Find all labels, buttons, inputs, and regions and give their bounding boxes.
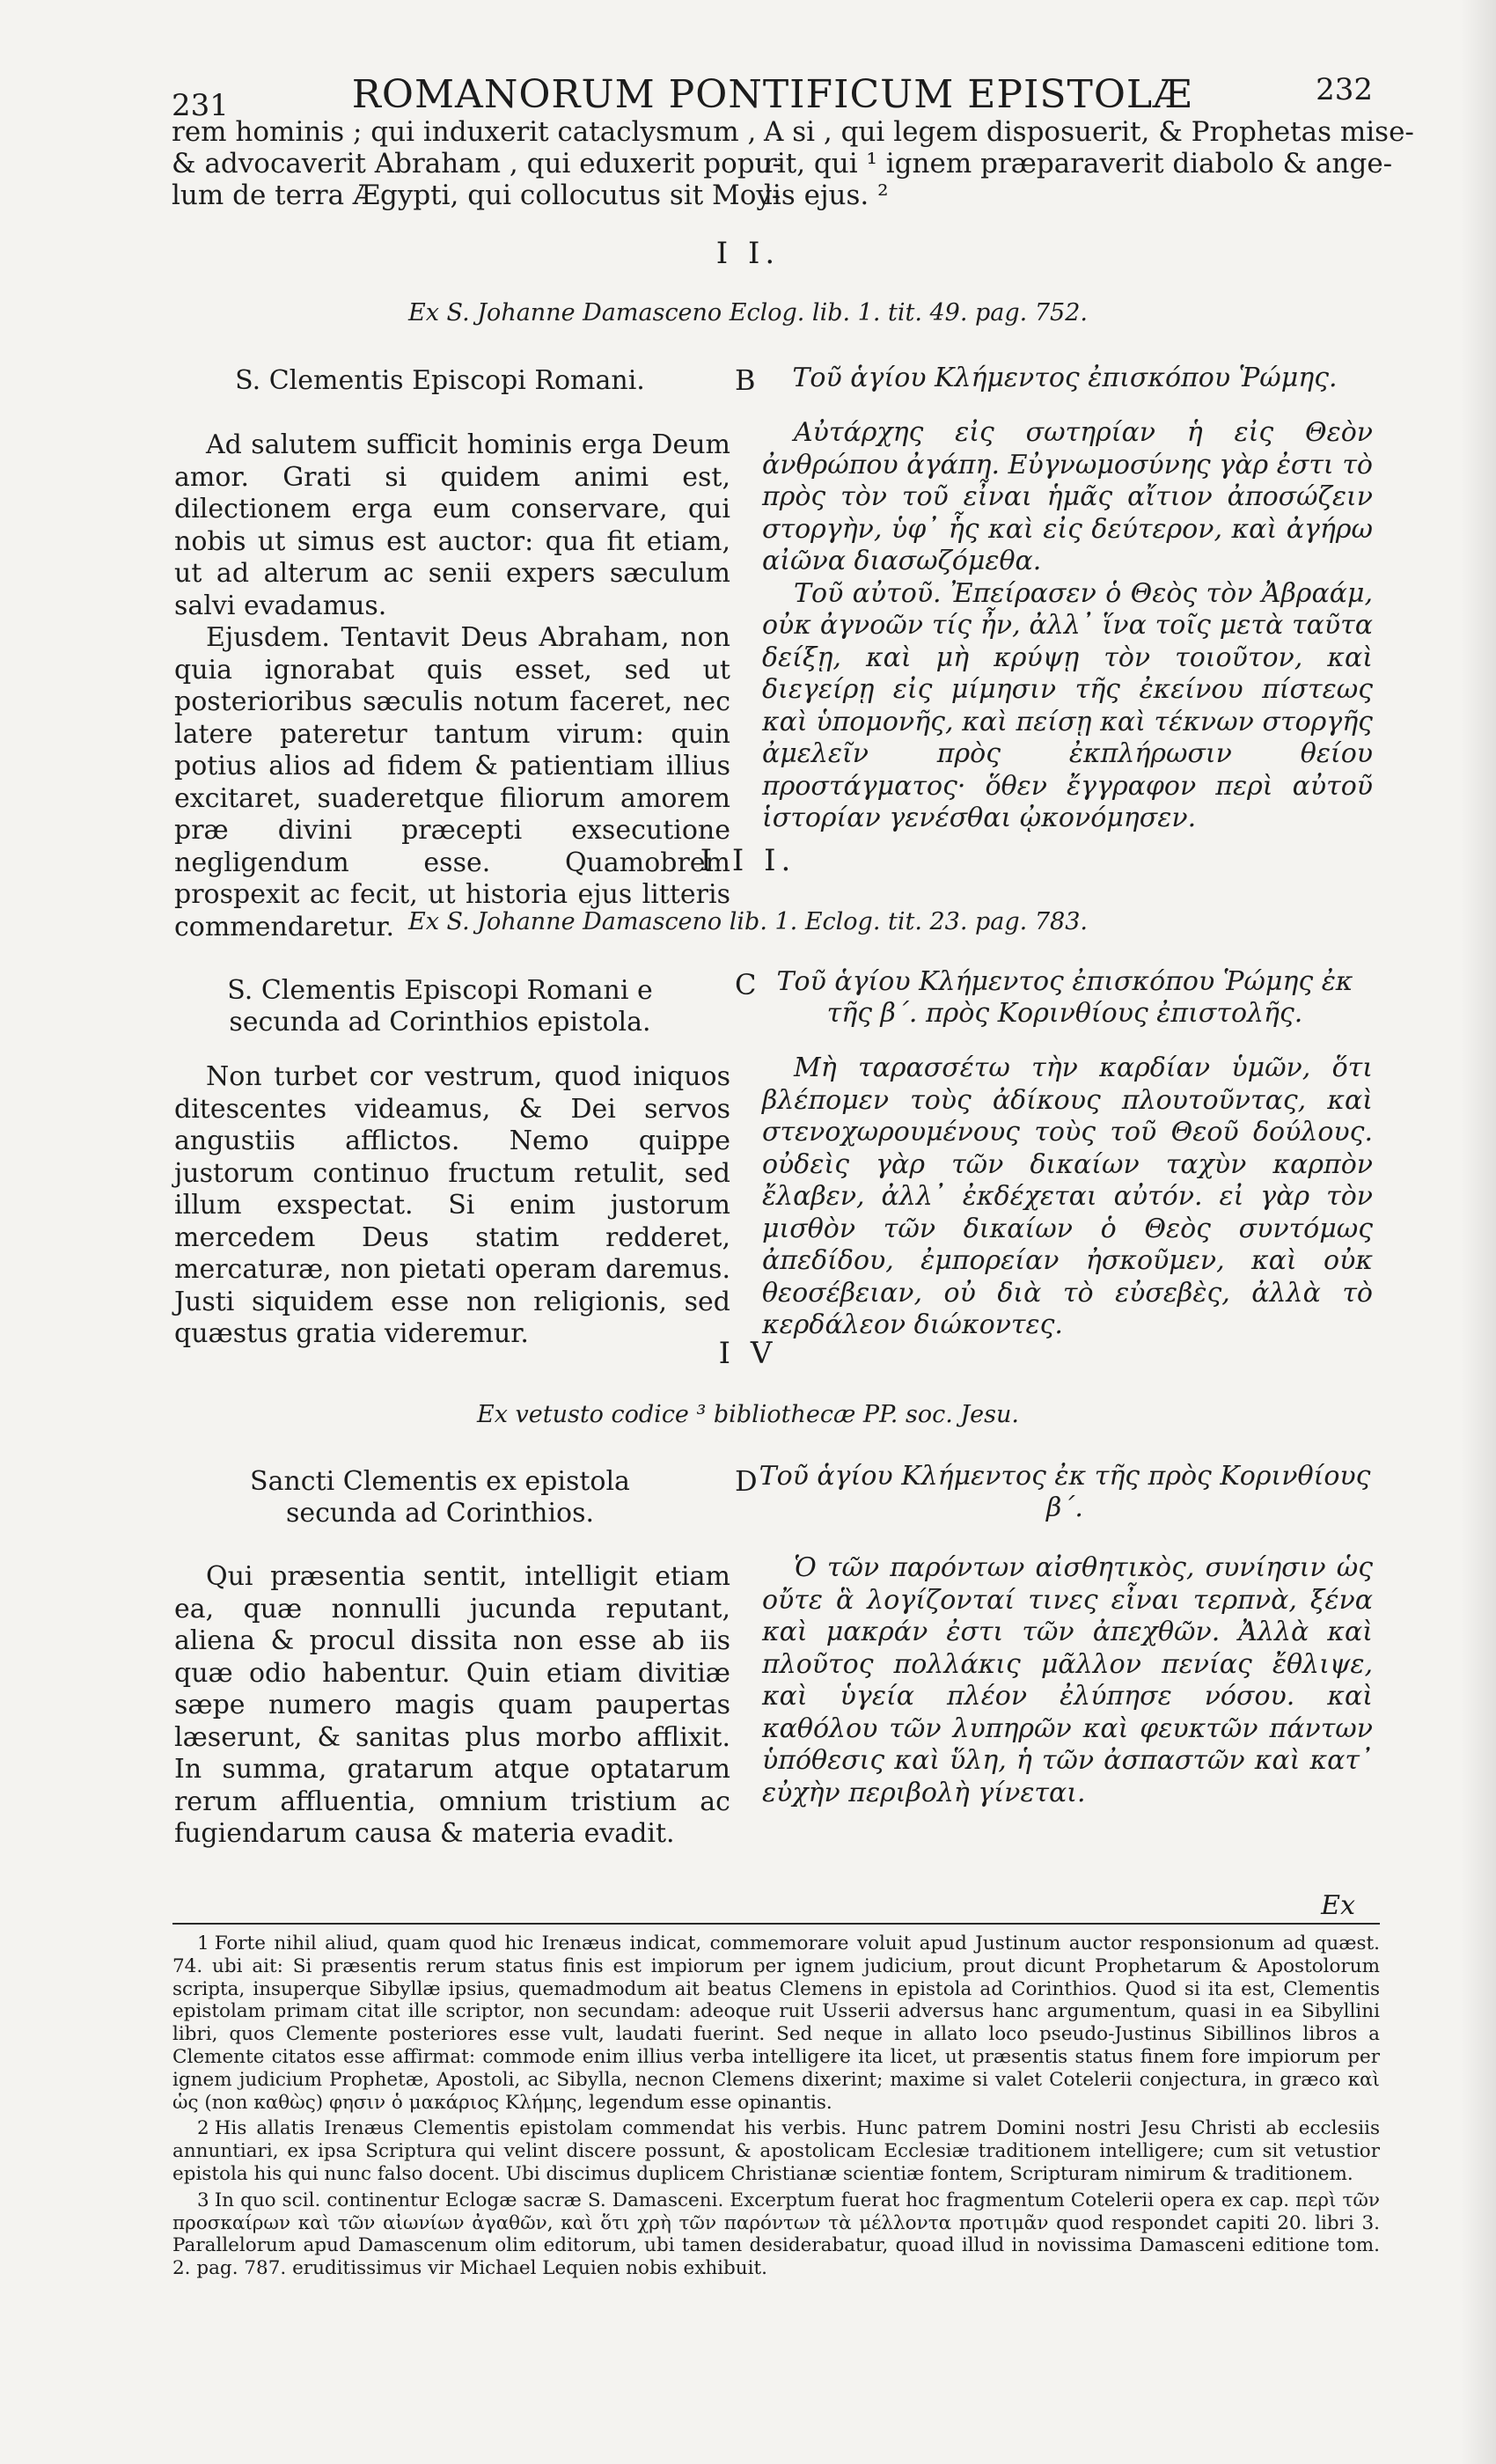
greek-paragraph: Αὐτάρχης εἰς σωτηρίαν ἡ εἰς Θεὸν ἀνθρώπου ἀγάπη. Εὐγνωμοσύνης γὰρ ἐστι τὸ πρὸς τὸν τοῦ εἶναι ἡμᾶς αἴτιον ἀποσώζειν στοργὴν, ὑφ᾽ ἧς καὶ εἰς δεύτερον, καὶ ἀγήρω αἰῶνα διασωζόμεθα. [762, 417, 1373, 576]
margin-marker-c: C [735, 968, 757, 1001]
latin-paragraph: Ejusdem. Tentavit Deus Abraham, non quia ignorabat quis esset, sed ut posterioribus sæculis notum faceret, nec latere pateretur tantum virum: quin potius alios ad fidem & patientiam illius excitaret, suaderetque filiorum amorem præ divini præcepti exsecutione negligendum esse. Quamobrem prospexit ac fecit, ut historia ejus litteris commendaretur. [174, 622, 730, 942]
continuation-line: & advocaverit Abraham , qui eduxerit popu- [172, 148, 782, 180]
latin-heading-4: Sancti Clementis ex epistola secunda ad Corinthios. [250, 1466, 630, 1529]
page-number-right: 232 [1316, 72, 1373, 107]
greek-heading-4: Τοῦ ἁγίου Κλήμεντος ἐκ τῆς πρὸς Κορινθίους β´. [759, 1461, 1371, 1523]
latin-text-3 [174, 1061, 730, 1351]
footnote-text: Forte nihil aliud, quam quod hic Irenæus indicat, commemorare voluit apud Justinum auctor responsionum ad quæst. 74. ubi ait: Si præsentis rerum status finis est impiorum per ignem judicium, prout dicunt Prophetarum & Apostolorum scripta, insuperque Sibyllæ ipsius, quemadmodum ait beatus Clemens in epistola ad Corinthios. Quod si ita est, Clementis epistolam primam citat ille scriptor, non secundam: adeoque ruit Usserii adversus hanc argumentum, quasi in ea Sibyllini libri, quos Clemente posteriores esse vult, laudati fuerint. Sed neque in allato loco pseudo-Justinus Sibillinos libros a Clemente citatos esse affirmat: commode enim illius verba intelligere ita licet, ut præsentis status finem fore impiorum per ignem judicium Prophetæ, Apostoli, ac Sibylla, necnon Clemens dixerint; maxime si valet Cotelerii conjectura, in græco καὶ ὡς (non καθὼς) φησιν ὁ μακάριος Κλήμης, legendum esse opinantis. [172, 1932, 1380, 2114]
greek-text-2 [762, 417, 1373, 835]
section-source-2: Ex S. Johanne Damasceno Eclog. lib. 1. tit. 49. pag. 752. [408, 299, 1088, 326]
greek-text-4 [762, 1552, 1373, 1809]
continuation-line: rem hominis ; qui induxerit cataclysmum , [172, 116, 757, 148]
latin-paragraph: Qui præsentia sentit, intelligit etiam ea, quæ nonnulli jucunda reputant, aliena & procul dissita non esse ab iis quæ odio habentur. Quin etiam divitiæ sæpe numero magis quam paupertas læserunt, & sanitas plus morbo afflixit. In summa, gratarum atque optatarum rerum affluentia, omnium tristium ac fugiendarum causa & materia evadit. [174, 1561, 730, 1849]
latin-heading-3: S. Clementis Episcopi Romani e secunda ad Corinthios epistola. [227, 975, 653, 1038]
greek-paragraph: Μὴ ταρασσέτω τὴν καρδίαν ὑμῶν, ὅτι βλέπομεν τοὺς ἀδίκους πλουτοῦντας, καὶ στενοχωρουμένους τοὺς τοῦ Θεοῦ δούλους. οὐδεὶς γὰρ τῶν δικαίων ταχὺν καρπὸν ἔλαβεν, ἀλλ᾽ ἐκδέχεται αὐτόν. εἰ γὰρ τὸν μισθὸν τῶν δικαίων ὁ Θεὸς συντόμως ἀπεδίδου, ἐμπορείαν ἠσκοῦμεν, καὶ οὐκ θεοσέβειαν, οὐ διὰ τὸ εὐσεβὲς, ἀλλὰ τὸ κερδάλεον διώκοντες. [762, 1052, 1373, 1340]
footnote-3 [172, 2189, 1380, 2280]
catchword: Ex [1321, 1890, 1355, 1921]
running-title: ROMANORUM PONTIFICUM EPISTOLÆ [351, 72, 1193, 117]
footnote-text: In quo scil. continentur Eclogæ sacræ S. Damasceni. Excerptum fuerat hoc fragmentum Cotelerii opera ex cap. περὶ τῶν προσκαίρων καὶ τῶν αἰωνίων ἀγαθῶν, καὶ ὅτι χρὴ τῶν παρόντων τὰ μέλλοντα προτιμᾶν quod respondet capiti 20. libri 3. Parallelorum apud Damascenum olim editorum, ubi tamen desiderabatur, quoad illud in novissima Damasceni editione tom. 2. pag. 787. eruditissimus vir Michael Lequien nobis exhibuit. [172, 2189, 1380, 2280]
section-number-3: I I I. [700, 843, 796, 878]
continuation-line: lis ejus. ² [764, 180, 889, 211]
footnote-text: His allatis Irenæus Clementis epistolam commendat his verbis. Hunc patrem Domini nostri Jesu Christi ab ecclesiis annuntiari, ex ipsa Scriptura qui velint discere possunt, & apostolicam Ecclesiæ traditionem intelligere; cum sit vetustior epistola his qui nunc falso docent. Ubi discimus duplicem Christianæ scientiæ fontem, Scripturam nimirum & traditionem. [172, 2117, 1380, 2185]
margin-marker-b: B [735, 363, 756, 397]
continuation-line: rit, qui ¹ ignem præparaverit diabolo & ange- [764, 148, 1393, 180]
footnote-number: 2 [197, 2117, 209, 2140]
footnote-1 [172, 1932, 1380, 2114]
latin-text-4 [174, 1561, 730, 1851]
footnote-2 [172, 2117, 1380, 2185]
greek-heading-3: Τοῦ ἁγίου Κλήμεντος ἐπισκόπου Ῥώμης ἐκ τῆς β´. πρὸς Κορινθίους ἐπιστολῆς. [776, 966, 1353, 1029]
margin-marker-d: D [735, 1464, 758, 1498]
continuation-right [764, 116, 1414, 211]
continuation-left [172, 116, 782, 211]
page-number-left: 231 [172, 88, 229, 123]
greek-paragraph: Τοῦ αὐτοῦ. Ἐπείρασεν ὁ Θεὸς τὸν Ἀβραάμ, οὐκ ἀγνοῶν τίς ἦν, ἀλλ᾽ ἵνα τοῖς μετὰ ταῦτα δείξῃ, καὶ μὴ κρύψῃ τὸν τοιοῦτον, καὶ διεγείρῃ εἰς μίμησιν τῆς ἐκείνου πίστεως καὶ ὑπομονῆς, καὶ πείσῃ καὶ τέκνων στοργῆς ἀμελεῖν πρὸς ἐκπλήρωσιν θείου προστάγματος· ὅθεν ἔγγραφον περὶ αὐτοῦ ἱστορίαν γενέσθαι ᾠκονόμησεν. [762, 577, 1373, 833]
latin-heading-2: S. Clementis Episcopi Romani. [235, 365, 645, 396]
footnotes [172, 1932, 1380, 2284]
latin-paragraph: Ad salutem sufficit hominis erga Deum amor. Grati si quidem animi est, dilectionem erga eum conservare, qui nobis ut simus est auctor: qua fit etiam, ut ad alterum ac senii expers sæculum salvi evadamus. [174, 429, 730, 621]
section-number-4: I V [718, 1336, 778, 1371]
latin-paragraph: Non turbet cor vestrum, quod iniquos ditescentes videamus, & Dei servos angustiis afflictos. Nemo quippe justorum continuo fructum retulit, sed illum exspectat. Si enim justorum mercedem Deus statim redderet, mercaturæ, non pietati operam daremus. Justi siquidem esse non religionis, sed quæstus gratia videremur. [174, 1061, 730, 1349]
continuation-line: lum de terra Ægypti, qui collocutus sit Moy- [172, 180, 781, 211]
greek-paragraph: Ὁ τῶν παρόντων αἰσθητικὸς, συνίησιν ὡς οὔτε ἃ λογίζονταί τινες εἶναι τερπνὰ, ξένα καὶ μακράν ἐστι τῶν ἀπεχθῶν. Ἀλλὰ καὶ πλοῦτος πολλάκις μᾶλλον πενίας ἔθλιψε, καὶ ὑγεία πλέον ἐλύπησε νόσου. καὶ καθόλου τῶν λυπηρῶν καὶ φευκτῶν πάντων ὑπόθεσις καὶ ὕλη, ἡ τῶν ἀσπαστῶν καὶ κατ᾽ εὐχὴν περιβολὴ γίνεται. [762, 1552, 1373, 1808]
continuation-line: A si , qui legem disposuerit, & Prophetas mise- [764, 116, 1414, 148]
section-source-3: Ex S. Johanne Damasceno lib. 1. Eclog. tit. 23. pag. 783. [408, 908, 1088, 935]
footnote-number: 1 [197, 1932, 209, 1954]
footnote-rule [172, 1923, 1380, 1925]
running-head [172, 69, 1373, 121]
page-edge-shadow [1461, 0, 1496, 2464]
section-source-4: Ex vetusto codice ³ bibliothecæ PP. soc. Jesu. [476, 1401, 1019, 1428]
section-number-2: I I. [715, 236, 781, 271]
greek-heading-2: Τοῦ ἁγίου Κλήμεντος ἐπισκόπου Ῥώμης. [792, 363, 1338, 393]
footnote-number: 3 [197, 2189, 209, 2211]
greek-text-3 [762, 1052, 1373, 1342]
